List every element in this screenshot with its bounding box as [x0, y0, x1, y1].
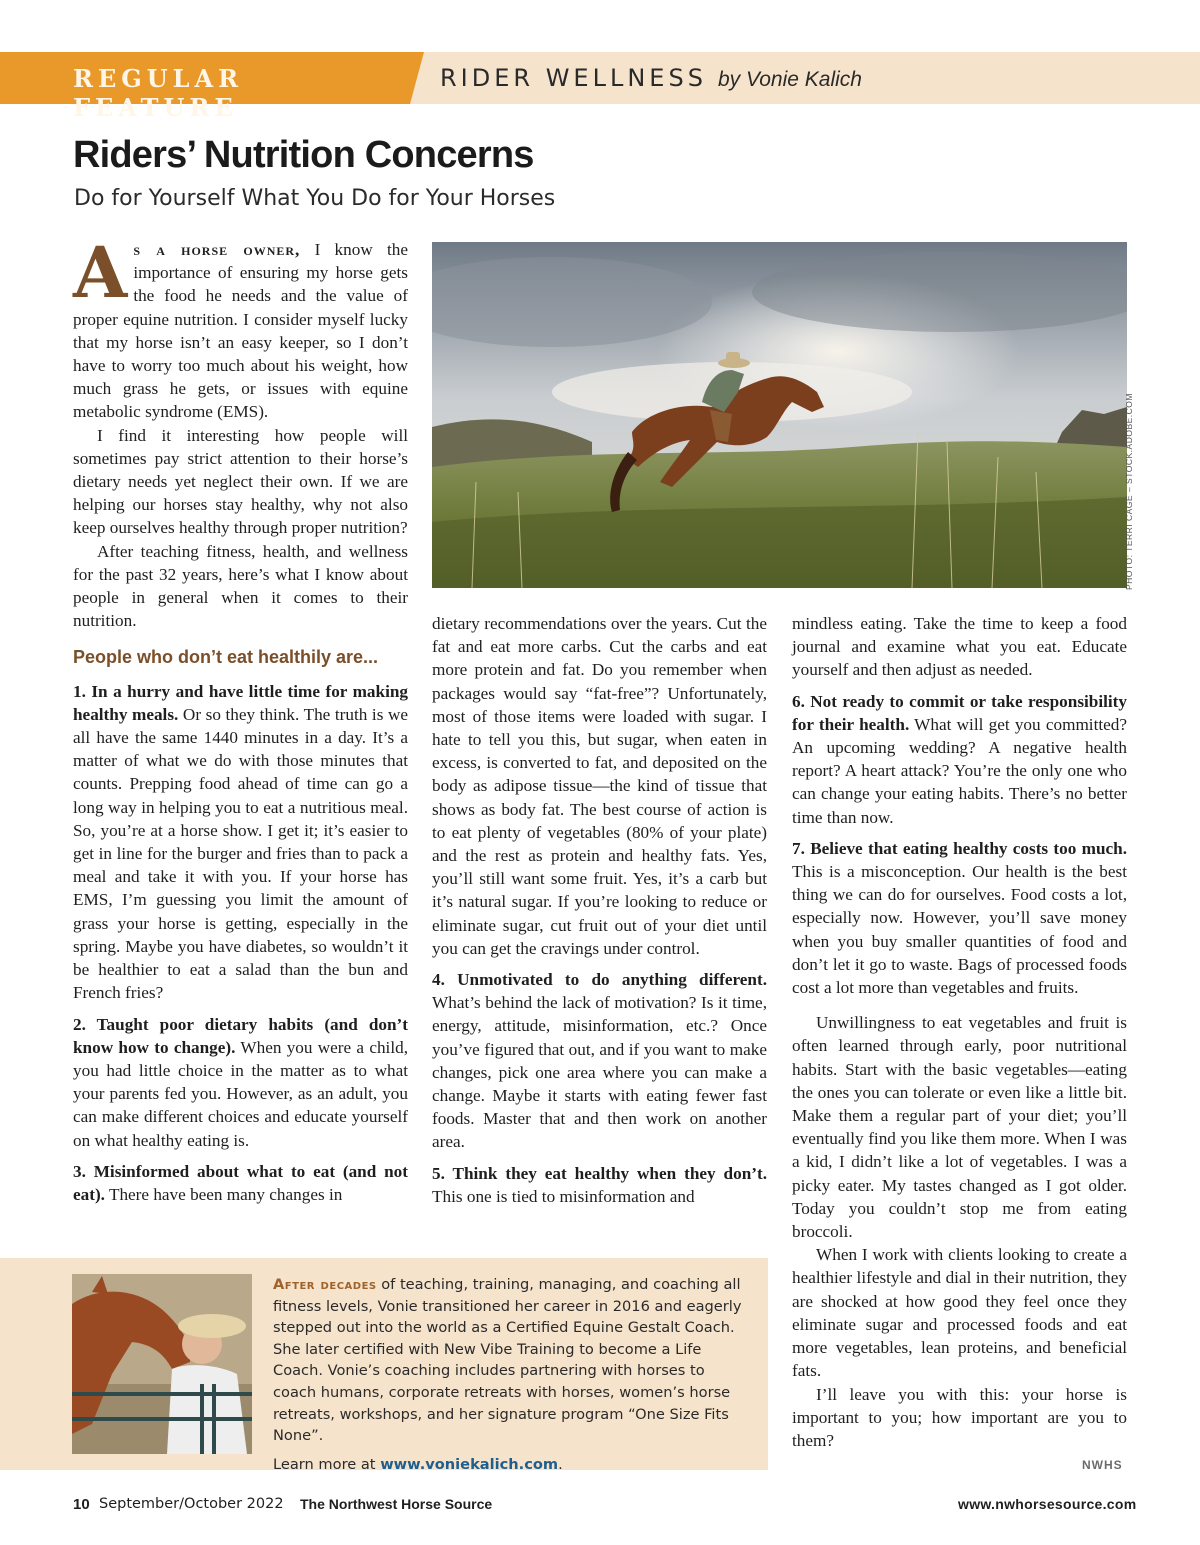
intro-paragraph — [73, 231, 408, 424]
end-mark: NWHS — [1082, 1458, 1123, 1472]
list-item-1 — [73, 680, 408, 1005]
list-item-3-text: There have been many changes in — [104, 1184, 343, 1204]
column-3-continuation: mindless eating. Take the time to keep a food journal and examine what you eat. Educate yourself and then adjust as needed. — [792, 614, 1127, 680]
bio-learn-more-prefix: Learn more at — [273, 1455, 381, 1473]
lead-in: s a horse owner, — [133, 240, 301, 259]
rider-horse-photo — [432, 242, 1127, 588]
photo-credit: PHOTO: TERRI CAGE – STOCK.ADOBE.COM — [1124, 393, 1134, 590]
drop-cap: A — [73, 231, 128, 314]
bio-learn-more-suffix: . — [558, 1455, 563, 1473]
column-1 — [73, 231, 409, 1206]
column-2-continuation: dietary recommendations over the years. Cut the fat and eat more carbs. Cut the carbs and eat more protein and fat. Do you remember when packages would say “fat-free”? Unfortunately, most of those items were loaded with sugar. I hate to tell you this, but sugar, when eaten in excess, is converted to fat, and deposited on the body as adipose tissue—the kind of tissue that shows as body fat. The best course of action is to eat plenty of vegetables (80% of your plate) and the rest as protein and healthy fats. Yes, you’ll still want some fruit. Yes, it’s a carb but it’s natural sugar. If you’re looking to reduce or eliminate sugar, cut fruit out of your diet until you can get the cravings under control. — [432, 614, 767, 958]
list-item-3 — [73, 1160, 408, 1206]
publication-url[interactable]: www.nwhorsesource.com — [958, 1496, 1137, 1512]
list-item-7 — [792, 837, 1127, 999]
list-item-2-text: When you were a child, you had little choice in the matter as to what your parents fed you. However, as an adult, you can make different choices and educate yourself on what healthy eating is. — [73, 1037, 408, 1150]
byline: by Vonie Kalich — [718, 68, 862, 91]
list-item-5-lead: 5. Think they eat healthy when they don’t. — [432, 1163, 767, 1183]
list-item-7-lead: 7. Believe that eating healthy costs too much. — [792, 838, 1127, 858]
article-subtitle: Do for Yourself What You Do for Your Horses — [74, 186, 556, 211]
column-2 — [432, 612, 767, 1208]
list-item-6-lead: 6. Not ready to commit or take responsibility for their health. — [792, 691, 1127, 734]
list-item-1-text: Or so they think. The truth is we all have the same 1440 minutes in a day. It’s a matter of what we do with those minutes that counts. Prepping food ahead of time can go a long way in helping you to eat a nutritious meal. So, you’re at a horse show. I get it; it’s easier to get in line for the burger and fries than to pack a meal and take it with you. If your horse has EMS, I’m guessing you limit the amount of grass your horse is getting, especially in the spring. Maybe you have diabetes, so wouldn’t it be healthier to eat a salad than the bun and French fries? — [73, 704, 409, 1003]
author-website-link[interactable]: www.voniekalich.com — [380, 1455, 559, 1473]
author-bio-box — [0, 1258, 768, 1473]
bio-paragraph — [273, 1274, 743, 1447]
article-title: Riders’ Nutrition Concerns — [73, 134, 534, 176]
feature-header-band — [0, 52, 1200, 122]
column-3 — [792, 612, 1127, 1452]
publication-name: The Northwest Horse Source — [300, 1496, 493, 1512]
paragraph-closing: I’ll leave you with this: your horse is important to you; how important are you to them? — [792, 1384, 1127, 1450]
bio-lead-in: After decades — [273, 1276, 377, 1293]
list-item-2-lead: 2. Taught poor dietary habits (and don’t know how to change). — [73, 1014, 408, 1057]
list-item-6-text: What will get you committed? An upcoming wedding? A negative health report? A heart attack? You’re the only one who can change your eating habits. There’s no better time than now. — [792, 714, 1127, 827]
list-item-5 — [432, 1162, 767, 1208]
list-item-3-lead: 3. Misinformed about what to eat (and not eat). — [73, 1161, 408, 1204]
section-subhead: People who don’t eat healthily are... — [73, 647, 379, 668]
list-item-4-text: What’s behind the lack of motivation? Is it time, energy, attitude, misinformation, etc.? Once you’ve figured that out, and if you want to make changes, pick one area where you can make a change. Maybe it starts with eating fewer fast foods. Master that and then work on another area. — [432, 993, 767, 1152]
page-number: 10 — [73, 1496, 90, 1513]
list-item-4 — [432, 968, 767, 1154]
bio-learn-more — [273, 1454, 743, 1476]
list-item-2 — [73, 1013, 408, 1152]
list-item-1-lead: 1. In a hurry and have little time for making healthy meals. — [73, 681, 408, 724]
list-item-5-text: This one is tied to misinformation and — [432, 1186, 695, 1206]
list-item-4-lead: 4. Unmotivated to do anything different. — [432, 970, 767, 990]
author-photo — [72, 1274, 252, 1454]
author-bio-text — [273, 1274, 743, 1475]
list-item-6 — [792, 690, 1127, 829]
paragraph-clients: When I work with clients looking to create a healthier lifestyle and dial in their nutrition, they are shocked at how good they feel once they eliminate sugar and processed foods and eat more vegetables, lean proteins, and beneficial fats. — [792, 1245, 1127, 1381]
list-item-7-text: This is a misconception. Our health is the best thing we can do for ourselves. Food costs a lot, especially now. However, you’ll save money when you buy smaller quantities of food and don’t let it go to waste. Bags of processed foods cost a lot more than vegetables and fruits. — [792, 862, 1127, 998]
paragraph-2: I find it interesting how people will sometimes pay strict attention to their horse’s dietary needs yet neglect their own. If we are helping our horses stay healthy, why not also keep ourselves healthy through proper nutrition? — [73, 425, 408, 538]
section-title: RIDER WELLNESS — [440, 64, 707, 92]
feature-label: REGULAR FEATURE — [73, 64, 244, 122]
paragraph-unwillingness: Unwillingness to eat vegetables and fruit is often learned through early, poor nutritional habits. Start with the basic vegetables—eating the ones you can tolerate or even like a little bit. Make them a regular part of your diet; you’ll eventually find you like them more. When I was a kid, I didn’t like a lot of vegetables. I was a picky eater. My tastes changed as I got older. Today you couldn’t stop me from eating broccoli. — [792, 1013, 1127, 1242]
paragraph-3: After teaching fitness, health, and wellness for the past 32 years, here’s what I know about people in general when it comes to their nutrition. — [73, 541, 408, 631]
intro-text: I know the importance of ensuring my horse gets the food he needs and the value of proper equine nutrition. I consider myself lucky that my horse isn’t an easy keeper, so I don’t have to worry too much about his weight, how much grass he gets, or issues with equine metabolic syndrome (EMS). — [73, 240, 408, 422]
bio-body: of teaching, training, managing, and coaching all fitness levels, Vonie transitioned her career in 2016 and eagerly stepped out into the world as a Certified Equine Gestalt Coach. She later certified with New Vibe Training to become a Life Coach. Vonie’s coaching includes partnering with horses to coach humans, corporate retreats with horses, women’s horse retreats, workshops, and her signature program “One Size Fits None”. — [273, 1276, 742, 1445]
issue-date: September/October 2022 — [99, 1496, 284, 1512]
feature-label-tab — [0, 52, 410, 122]
